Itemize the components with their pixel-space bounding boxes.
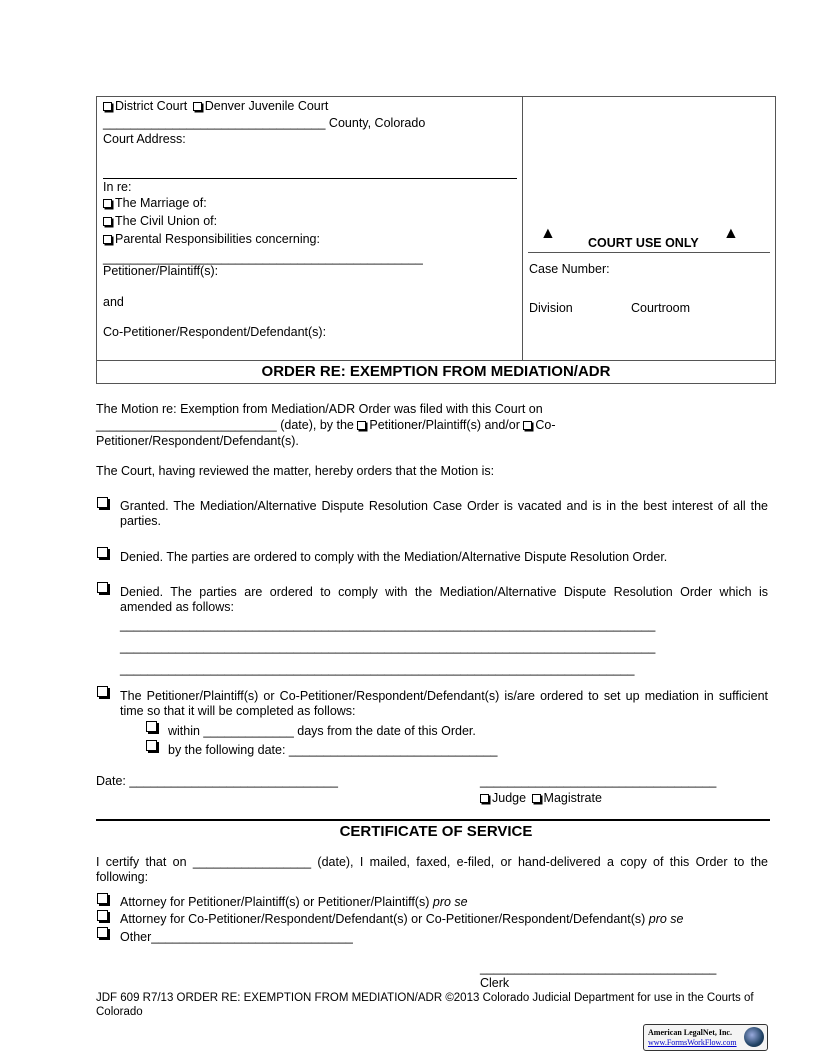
- checkbox-marriage[interactable]: [103, 199, 112, 208]
- county-line[interactable]: ________________________________ County, Colorado: [103, 116, 426, 130]
- checkbox-denied-2[interactable]: [97, 582, 108, 593]
- order-title: ORDER RE: EXEMPTION FROM MEDIATION/ADR: [261, 363, 611, 380]
- division-label: Division: [529, 301, 573, 315]
- judge-label: Judge: [492, 791, 527, 805]
- court-address-label: Court Address:: [103, 132, 186, 146]
- certificate-divider: [96, 819, 770, 821]
- clerk-signature-line[interactable]: __________________________________: [480, 961, 717, 975]
- attorney-petitioner-label: Attorney for Petitioner/Plaintiff(s) or Petitioner/Plaintiff(s): [120, 895, 433, 909]
- court-type-row: [103, 99, 328, 114]
- filed-by-co-petitioner-label: Co-: [535, 418, 556, 432]
- filed-date-blank[interactable]: __________________________ (date), by the: [96, 418, 358, 432]
- logo-disc-icon: [744, 1027, 764, 1047]
- intro-line-3: Petitioner/Respondent/Defendant(s).: [96, 434, 299, 448]
- logo-company-name: American LegalNet, Inc.: [648, 1028, 732, 1037]
- attorney-co-petitioner-label: Attorney for Co-Petitioner/Respondent/Defendant(s) or Co-Petitioner/Respondent/Defendant(s): [120, 912, 649, 926]
- date-line[interactable]: Date: ______________________________: [96, 774, 338, 788]
- checkbox-magistrate[interactable]: [532, 794, 541, 803]
- attorney-petitioner-text: [120, 895, 468, 910]
- granted-text: Granted. The Mediation/Alternative Dispute Resolution Case Order is vacated and is in the best interest of all the parties.: [120, 499, 768, 528]
- checkbox-district-court[interactable]: [103, 102, 112, 111]
- triangle-left-icon: ▲: [540, 225, 556, 242]
- pro-se-label: pro se: [432, 895, 468, 909]
- parental-label: Parental Responsibilities concerning:: [115, 232, 320, 246]
- denied-2-text: Denied. The parties are ordered to comply with the Mediation/Alternative Dispute Resolution Order which is amended as follows:: [120, 585, 768, 614]
- court-use-divider: [528, 252, 770, 253]
- american-legalnet-logo[interactable]: [643, 1024, 768, 1051]
- checkbox-parental-responsibilities[interactable]: [103, 235, 112, 244]
- pro-se-label: pro se: [648, 912, 684, 926]
- checkbox-judge[interactable]: [480, 794, 489, 803]
- judge-magistrate-row: [480, 791, 602, 806]
- court-use-only-label: COURT USE ONLY: [588, 236, 699, 250]
- case-type-marriage: [103, 196, 207, 211]
- triangle-right-icon: ▲: [723, 225, 739, 242]
- amendment-line-3[interactable]: __________________________________________________________________________: [120, 662, 635, 676]
- mediation-text: The Petitioner/Plaintiff(s) or Co-Petitioner/Respondent/Defendant(s) is/are ordered to set up mediation in sufficient time so that it will be completed as follows:: [120, 689, 768, 718]
- within-days-text[interactable]: within _____________ days from the date of this Order.: [168, 724, 476, 738]
- logo-url[interactable]: www.FormsWorkFlow.com: [648, 1038, 737, 1047]
- denver-juvenile-court-label: Denver Juvenile Court: [204, 99, 329, 113]
- judge-signature-line[interactable]: __________________________________: [480, 774, 717, 788]
- courtroom-label: Courtroom: [631, 301, 691, 315]
- footer-text: JDF 609 R7/13 ORDER RE: EXEMPTION FROM MEDIATION/ADR ©2013 Colorado Judicial Department for use in the Courts of Colorado: [96, 992, 754, 1018]
- checkbox-by-date[interactable]: [146, 740, 157, 751]
- district-court-label: District Court: [115, 99, 188, 113]
- intro-line-2: [96, 418, 556, 433]
- case-type-parental: [103, 232, 320, 247]
- checkbox-within-days[interactable]: [146, 721, 157, 732]
- checkbox-denver-juvenile-court[interactable]: [193, 102, 202, 111]
- and-label: and: [103, 295, 124, 309]
- by-date-text[interactable]: by the following date: ______________________________: [168, 743, 498, 757]
- checkbox-filed-by-co-petitioner[interactable]: [523, 421, 532, 430]
- checkbox-denied-1[interactable]: [97, 547, 108, 558]
- checkbox-filed-by-petitioner[interactable]: [357, 421, 366, 430]
- amendment-line-2[interactable]: _____________________________________________________________________________: [120, 640, 656, 654]
- checkbox-attorney-petitioner[interactable]: [97, 893, 108, 904]
- denied-1-text: Denied. The parties are ordered to comply with the Mediation/Alternative Dispute Resolution Order.: [120, 550, 668, 564]
- marriage-label: The Marriage of:: [115, 196, 207, 210]
- court-statement: The Court, having reviewed the matter, hereby orders that the Motion is:: [96, 464, 495, 478]
- co-petitioner-label: Co-Petitioner/Respondent/Defendant(s):: [103, 325, 327, 339]
- amendment-line-1[interactable]: _____________________________________________________________________________: [120, 618, 656, 632]
- case-type-civil-union: [103, 214, 217, 229]
- checkbox-civil-union[interactable]: [103, 217, 112, 226]
- petitioner-label: Petitioner/Plaintiff(s):: [103, 264, 219, 278]
- checkbox-mediation[interactable]: [97, 686, 108, 697]
- party-name-line[interactable]: ______________________________________________: [103, 251, 423, 265]
- case-number-label: Case Number:: [529, 262, 610, 276]
- attorney-co-petitioner-text: [120, 912, 684, 927]
- court-address-line[interactable]: [103, 178, 517, 179]
- certificate-title: CERTIFICATE OF SERVICE: [339, 823, 533, 840]
- checkbox-attorney-co-petitioner[interactable]: [97, 910, 108, 921]
- checkbox-other[interactable]: [97, 927, 108, 938]
- clerk-label: Clerk: [480, 976, 510, 990]
- intro-line-1: The Motion re: Exemption from Mediation/ADR Order was filed with this Court on: [96, 402, 543, 416]
- filed-by-petitioner-label: Petitioner/Plaintiff(s) and/or: [369, 418, 524, 432]
- checkbox-granted[interactable]: [97, 497, 108, 508]
- caption-title-divider: [96, 360, 776, 361]
- other-text[interactable]: Other_____________________________: [120, 930, 353, 944]
- civil-union-label: The Civil Union of:: [115, 214, 218, 228]
- magistrate-label: Magistrate: [543, 791, 602, 805]
- in-re-label: In re:: [103, 180, 132, 194]
- certificate-statement: I certify that on _________________ (date), I mailed, faxed, e-filed, or hand-delivered a copy of this Order to the following:: [96, 855, 768, 884]
